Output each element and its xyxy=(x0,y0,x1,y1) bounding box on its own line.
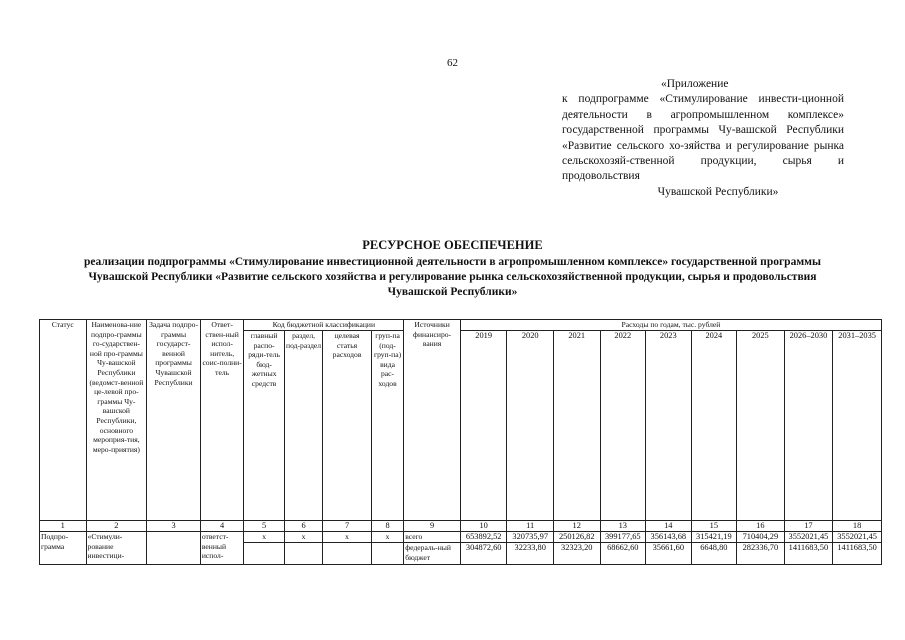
row-value: 710404,29 xyxy=(737,532,785,543)
row-value: 6648,80 xyxy=(691,543,737,565)
row-code-empty xyxy=(284,543,322,565)
row-code: x xyxy=(323,532,372,543)
row-value: 304872,60 xyxy=(460,543,507,565)
column-number: 3 xyxy=(147,521,201,532)
header-main-manager: главный распо-ряди-тель бюд-жетных средств xyxy=(244,331,284,521)
header-budget-code: Код бюджетной классификации xyxy=(244,320,404,331)
column-number: 9 xyxy=(404,521,461,532)
header-sources: Источники финансиро-вания xyxy=(404,320,461,521)
header-responsible: Ответ-ствен-ный испол-нитель, соис-полни-тель xyxy=(200,320,244,521)
header-status: Статус xyxy=(40,320,87,521)
header-year: 2022 xyxy=(600,331,646,521)
row-code-empty xyxy=(244,543,284,565)
appendix-body: к подпрограмме «Стимулирование инвести-ционной деятельности в агропромышленном комплексе» государственной программы Чу-вашской Республики «Развитие сельского хо-зяйства и регулирование рынка сельскохозяй-ственной продукции, сырья и продовольствия xyxy=(562,93,844,183)
column-number: 18 xyxy=(833,521,882,532)
column-number: 5 xyxy=(244,521,284,532)
document-subtitle: реализации подпрограммы «Стимулирование инвестиционной деятельности в агропромышленном комплексе» государственной программы Чувашской Республики «Развитие сельского хозяйства и регулирование рынка сельскохозяйственной продукции, сырья и продовольствия Чувашской Республики» xyxy=(84,256,821,298)
row-source: федераль-ный бюджет xyxy=(404,543,461,565)
row-value: 282336,70 xyxy=(737,543,785,565)
header-expenses: Расходы по годам, тыс. рублей xyxy=(460,320,881,331)
row-value: 68662,60 xyxy=(600,543,646,565)
row-value: 315421,19 xyxy=(691,532,737,543)
row-value: 320735,97 xyxy=(507,532,554,543)
column-number: 15 xyxy=(691,521,737,532)
row-status: Подпро-грамма xyxy=(40,532,87,565)
header-year: 2019 xyxy=(460,331,507,521)
column-number: 7 xyxy=(323,521,372,532)
header-task: Задача подпро-граммы государст-венной программы Чувашской Республики xyxy=(147,320,201,521)
header-year: 2024 xyxy=(691,331,737,521)
header-target: целевая статья расходов xyxy=(323,331,372,521)
row-task xyxy=(147,532,201,565)
column-number: 12 xyxy=(553,521,600,532)
header-year: 2021 xyxy=(553,331,600,521)
header-year: 2031–2035 xyxy=(833,331,882,521)
row-value: 356143,68 xyxy=(646,532,692,543)
table-row xyxy=(40,532,882,543)
column-number: 8 xyxy=(371,521,403,532)
document-title: РЕСУРСНОЕ ОБЕСПЕЧЕНИЕ xyxy=(362,238,543,252)
row-value: 32233,80 xyxy=(507,543,554,565)
header-year: 2026–2030 xyxy=(784,331,833,521)
row-value: 250126,82 xyxy=(553,532,600,543)
row-value: 3552021,45 xyxy=(833,532,882,543)
column-number: 14 xyxy=(646,521,692,532)
row-code-empty xyxy=(371,543,403,565)
row-code: x xyxy=(244,532,284,543)
row-value: 653892,52 xyxy=(460,532,507,543)
header-year: 2025 xyxy=(737,331,785,521)
row-responsible: ответст-венный испол- xyxy=(200,532,244,565)
column-number: 10 xyxy=(460,521,507,532)
row-value: 1411683,50 xyxy=(784,543,833,565)
column-number: 4 xyxy=(200,521,244,532)
column-number: 2 xyxy=(86,521,147,532)
column-number: 13 xyxy=(600,521,646,532)
header-group: груп-па (под-груп-па) вида рас-ходов xyxy=(371,331,403,521)
column-number: 11 xyxy=(507,521,554,532)
row-value: 35661,60 xyxy=(646,543,692,565)
header-section: раздел, под-раздел xyxy=(284,331,322,521)
header-name: Наименова-ние подпро-граммы го-сударствен-ной про-граммы Чу-вашской Республики (ведомст-венной це-левой про-граммы Чу-вашской Республики, основного мероприя-тия, меро-приятия) xyxy=(86,320,147,521)
column-number: 16 xyxy=(737,521,785,532)
row-code: x xyxy=(371,532,403,543)
row-value: 3552021,45 xyxy=(784,532,833,543)
row-code-empty xyxy=(323,543,372,565)
row-source: всего xyxy=(404,532,461,543)
row-value: 399177,65 xyxy=(600,532,646,543)
appendix-last-line: Чувашской Республики» xyxy=(657,185,779,198)
header-year: 2023 xyxy=(646,331,692,521)
column-number: 6 xyxy=(284,521,322,532)
header-year: 2020 xyxy=(507,331,554,521)
column-number: 17 xyxy=(784,521,833,532)
row-name: «Стимули-рование инвестици- xyxy=(86,532,147,565)
page-number: 62 xyxy=(447,57,458,69)
row-value: 1411683,50 xyxy=(833,543,882,565)
row-value: 32323,20 xyxy=(553,543,600,565)
appendix-note xyxy=(562,77,844,200)
appendix-heading: «Приложение xyxy=(661,78,729,90)
resource-table xyxy=(39,319,882,565)
row-code: x xyxy=(284,532,322,543)
column-number: 1 xyxy=(40,521,87,532)
